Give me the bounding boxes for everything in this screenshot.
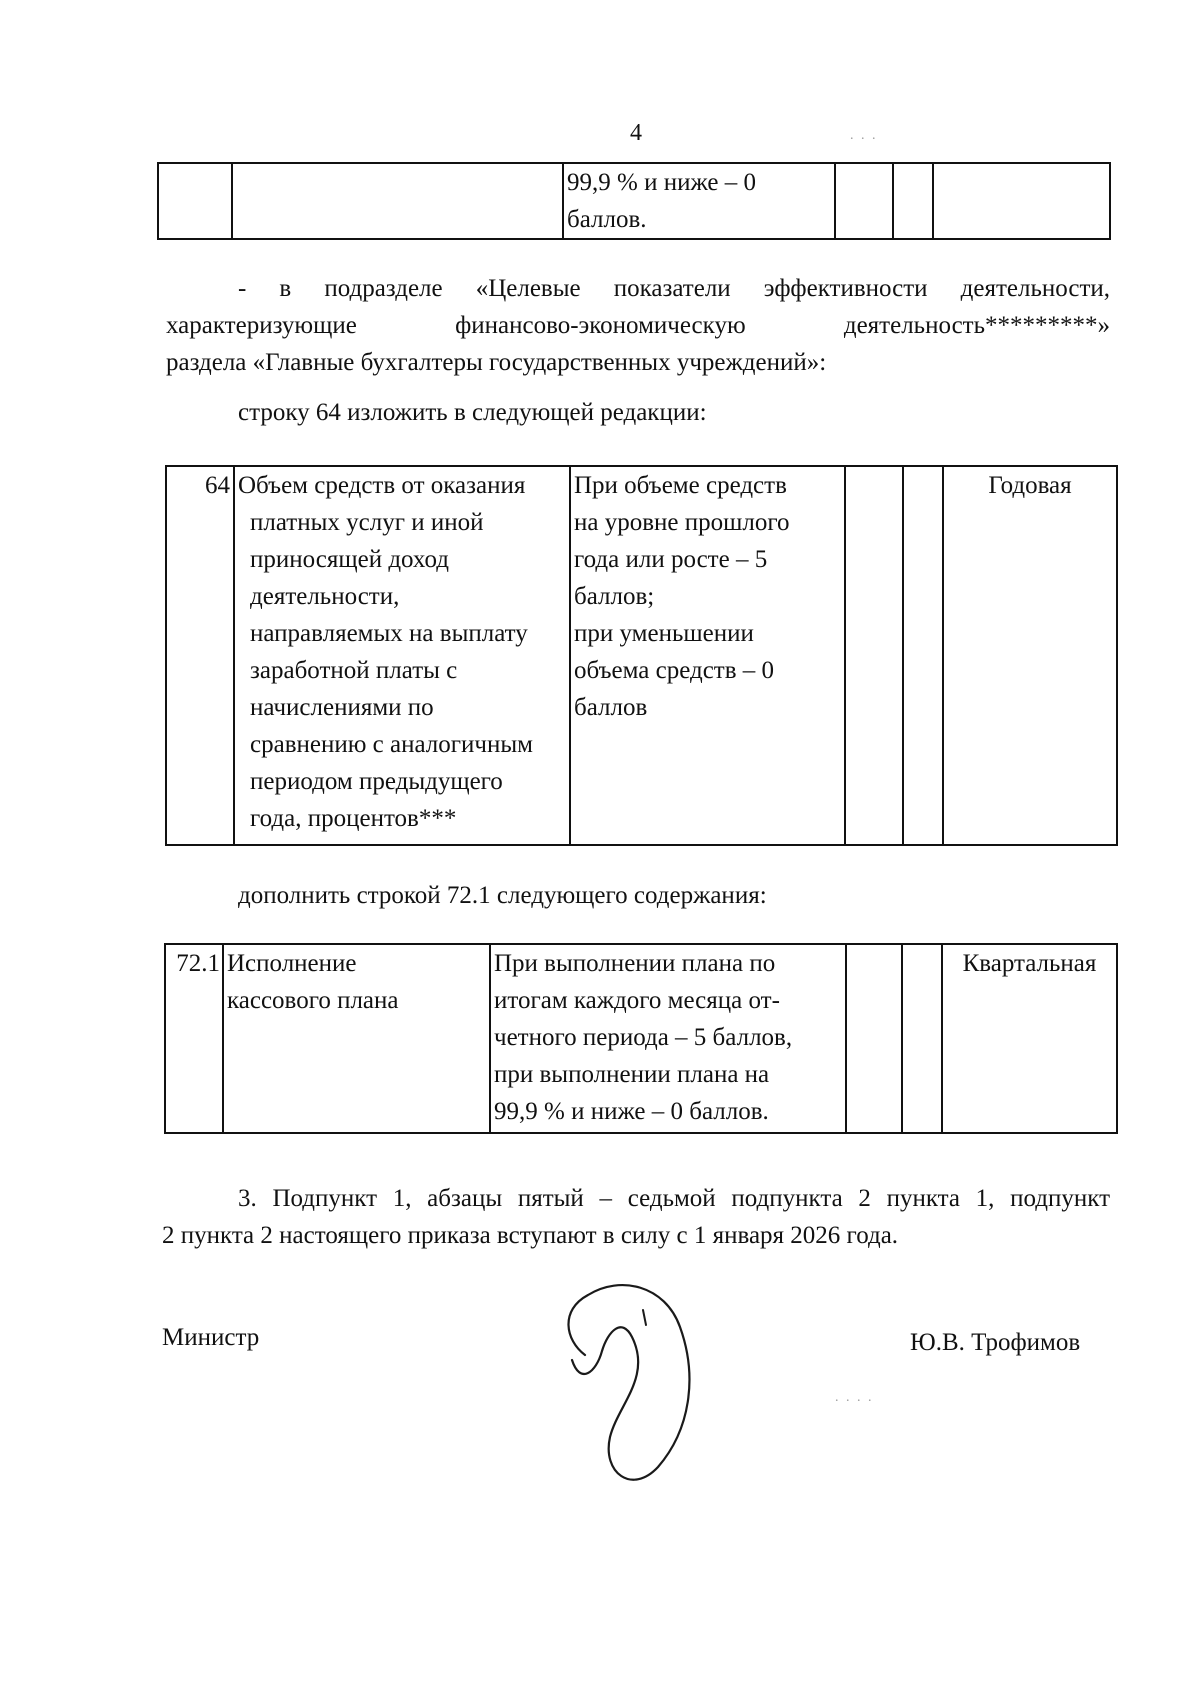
- criteria-line: 99,9 % и ниже – 0 баллов.: [494, 1098, 769, 1125]
- cell-empty: [902, 944, 942, 1133]
- criteria-line: четного периода – 5 баллов,: [494, 1024, 793, 1051]
- criteria-line: баллов: [574, 694, 648, 721]
- paragraph-line: - в подразделе «Целевые показатели эффективности деятельности,: [238, 275, 1110, 302]
- indicator-line: заработной платы с: [250, 657, 458, 684]
- criteria-line: объема средств – 0: [574, 657, 775, 684]
- cell-empty: [893, 163, 933, 239]
- indicator-line: приносящей доход: [250, 546, 449, 573]
- criteria-line: при выполнении плана на: [494, 1061, 770, 1088]
- indicator-cell: [223, 944, 490, 1133]
- criteria-line: При объеме средств: [574, 472, 787, 499]
- criteria-line: При выполнении плана по: [494, 950, 776, 977]
- periodicity-cell: Квартальная: [942, 944, 1117, 1133]
- cell-number: [158, 163, 232, 239]
- paragraph-line: 3. Подпункт 1, абзацы пятый – седьмой подпункта 2 пункта 1, подпункт: [238, 1185, 1110, 1212]
- indicator-line: года, процентов***: [250, 805, 457, 832]
- instruction-row-72-1: дополнить строкой 72.1 следующего содержания:: [238, 882, 767, 909]
- paragraph-line: раздела «Главные бухгалтеры государственных учреждений»:: [166, 349, 827, 376]
- signatory-name: Ю.В. Трофимов: [910, 1329, 1081, 1356]
- indicator-line: Исполнение: [227, 950, 357, 977]
- criteria-line: при уменьшении: [574, 620, 754, 647]
- indicator-line: кассового плана: [227, 987, 399, 1014]
- cell-empty: [845, 466, 903, 845]
- criteria-cell: [490, 944, 846, 1133]
- criteria-line: на уровне прошлого: [574, 509, 790, 536]
- indicator-line: начислениями по: [250, 694, 434, 721]
- indicator-line: периодом предыдущего: [250, 768, 503, 795]
- paragraph-line: характеризующие финансово-экономическую деятельность*********»: [166, 312, 1110, 339]
- criteria-line: 99,9 % и ниже – 0: [567, 169, 757, 196]
- instruction-row-64: строку 64 изложить в следующей редакции:: [238, 399, 707, 426]
- row-number: 72.1: [165, 944, 223, 1133]
- indicator-line: деятельности,: [250, 583, 400, 610]
- cell-indicator: [232, 163, 563, 239]
- indicator-line: Объем средств от оказания: [238, 472, 526, 499]
- cell-empty: [846, 944, 902, 1133]
- indicator-line: сравнению с аналогичным: [250, 731, 533, 758]
- periodicity-cell: Годовая: [943, 466, 1117, 845]
- page-number: 4: [630, 120, 642, 146]
- scan-artifact: . . . .: [835, 1390, 874, 1405]
- cell-periodicity: [933, 163, 1110, 239]
- paragraph-line: 2 пункта 2 настоящего приказа вступают в силу с 1 января 2026 года.: [162, 1222, 899, 1249]
- cell-empty: [835, 163, 893, 239]
- criteria-line: итогам каждого месяца от-: [494, 987, 780, 1014]
- indicator-line: платных услуг и иной: [250, 509, 484, 536]
- criteria-line: баллов;: [574, 583, 655, 610]
- indicator-line: направляемых на выплату: [250, 620, 528, 647]
- handwritten-signature: [540, 1255, 730, 1505]
- signatory-position: Министр: [162, 1324, 260, 1351]
- criteria-line: баллов.: [567, 206, 647, 233]
- paragraph-intro: [166, 270, 1110, 381]
- table-continuation: [157, 162, 1111, 240]
- table-row-72-1: [164, 943, 1118, 1134]
- criteria-cell: [570, 466, 845, 845]
- table-row-64: [165, 465, 1118, 846]
- criteria-line: года или росте – 5: [574, 546, 768, 573]
- row-number: 64: [166, 466, 234, 845]
- cell-empty: [903, 466, 943, 845]
- cell-criteria: [563, 163, 835, 239]
- paragraph-3: [162, 1180, 1110, 1254]
- scan-artifact: . . .: [850, 128, 878, 143]
- indicator-cell: [234, 466, 570, 845]
